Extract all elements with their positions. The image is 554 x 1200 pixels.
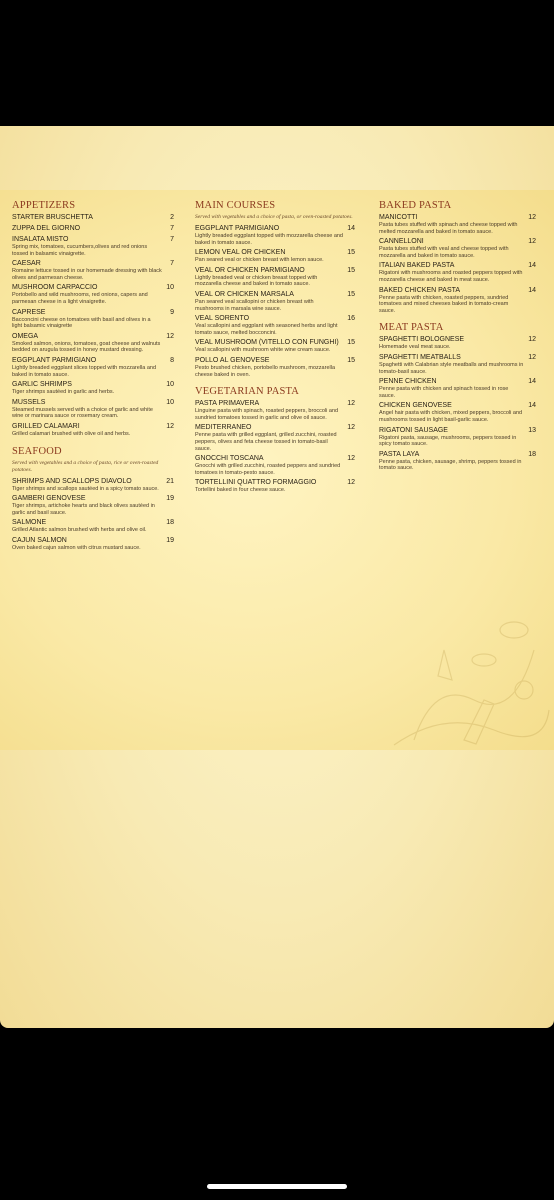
menu-item <box>12 214 174 222</box>
menu-item-name: GRILLED CALAMARI <box>12 422 80 430</box>
menu-item <box>195 357 355 378</box>
menu-item <box>379 451 536 472</box>
menu-item-price: 12 <box>347 479 355 487</box>
menu-item <box>12 357 174 378</box>
menu-item-description: Pesto brushed chicken, portobello mushroom, mozzarella cheese baked in oven. <box>195 364 336 378</box>
menu-item <box>12 236 174 257</box>
menu-item-price: 14 <box>528 378 536 386</box>
section-note: Served with vegetables and a choice of pasta, or oven-roasted potatoes. <box>195 214 353 220</box>
menu-item-price: 10 <box>166 381 174 389</box>
menu-item-price: 12 <box>528 214 536 221</box>
menu-item <box>12 495 174 516</box>
menu-item-name: PASTA LAYA <box>379 450 420 458</box>
menu-item-name: TORTELLINI QUATTRO FORMAGGIO <box>195 479 317 487</box>
menu-item-price: 19 <box>166 495 174 503</box>
menu-item-name: SPAGHETTI MEATBALLS <box>379 353 461 361</box>
menu-item-price: 12 <box>166 422 174 430</box>
menu-item-name: MEDITERRANEO <box>195 424 252 432</box>
menu-item-description: Oven baked cajun salmon with citrus mustard sauce. <box>12 544 141 551</box>
menu-item-name: EGGPLANT PARMIGIANO <box>195 225 280 232</box>
menu-item-name: CHICKEN GENOVESE <box>379 402 452 410</box>
menu-item-description: Pasta tubes stuffed with veal and cheese topped with mozzarella and baked in tomato sauce. <box>379 246 509 259</box>
menu-item-description: Rigatoni with mushrooms and roasted peppers topped with mozzarella cheese and baked in meat sauce. <box>379 270 523 283</box>
menu-item-price: 19 <box>166 536 174 544</box>
menu-item-name: EGGPLANT PARMIGIANO <box>12 356 97 364</box>
menu-item-description: Gnocchi with grilled zucchini, roasted peppers and sundried tomatoes in tomato-pesto sauce. <box>195 463 341 476</box>
menu-item-price: 15 <box>347 339 355 347</box>
menu-item-description: Spring mix, tomatoes, cucumbers,olives and red onions tossed in balsamic vinaigrette. <box>12 244 148 257</box>
menu-item-price: 12 <box>528 238 536 246</box>
menu-item-description: Penne pasta, chicken, sausage, shrimp, peppers tossed in tomato sauce. <box>379 458 522 472</box>
home-indicator[interactable] <box>207 1184 347 1189</box>
menu-item <box>12 260 174 281</box>
menu-item-price: 14 <box>347 225 355 232</box>
menu-item-description: Grilled Atlantic salmon brushed with herbs and olive oil. <box>12 527 147 534</box>
menu-item-price: 16 <box>347 315 355 323</box>
menu-item <box>12 284 174 305</box>
menu-item-description: Veal scallopini with mushroom white wine cream sauce. <box>195 347 331 354</box>
menu-item-name: SPAGHETTI BOLOGNESE <box>379 336 465 344</box>
menu-item-price: 18 <box>166 519 174 527</box>
menu-item-name: PASTA PRIMAVERA <box>195 400 260 408</box>
menu-item-description: Pasta tubes stuffed with spinach and cheese topped with melted mozzarella and baked in tomato sauce. <box>379 222 518 235</box>
menu-item <box>379 354 536 375</box>
section-title: VEGETARIAN PASTA <box>195 386 300 398</box>
menu-item <box>195 400 355 421</box>
section-title: APPETIZERS <box>12 200 76 211</box>
menu-item-description: Spaghetti with Calabrian style meatballs and mushrooms in tomato-basil sauce. <box>379 361 524 375</box>
section-title: SEAFOOD <box>12 445 62 457</box>
menu-item-price: 15 <box>347 290 355 298</box>
menu-item-price: 15 <box>347 356 355 364</box>
menu-item-price: 12 <box>528 336 536 344</box>
menu-item-name: CAJUN SALMON <box>12 536 67 544</box>
menu-item-name: VEAL OR CHICKEN PARMIGIANO <box>195 266 305 274</box>
menu-item-name: OMEGA <box>12 332 39 340</box>
menu-item <box>379 402 536 423</box>
menu-item-name: GARLIC SHRIMPS <box>12 381 72 389</box>
menu-item <box>379 287 536 315</box>
menu-item-price: 10 <box>166 398 174 406</box>
menu-item <box>379 214 536 235</box>
menu-item <box>195 315 355 336</box>
menu-item-name: MUSHROOM CARPACCIO <box>12 284 98 292</box>
menu-item <box>379 238 536 259</box>
menu-item-price: 15 <box>347 266 355 274</box>
menu-item-price: 15 <box>347 249 355 257</box>
menu-item <box>12 423 174 438</box>
menu-item-name: PENNE CHICKEN <box>379 378 437 386</box>
menu-item <box>379 262 536 283</box>
menu-item-price: 8 <box>170 356 174 364</box>
menu-item-description: Romaine lettuce tossed in our homemade dressing with black olives and parmesan cheese. <box>12 268 162 281</box>
menu-item-description: Lightly breaded eggplant slices topped with mozzarella and baked in tomato sauce. <box>12 364 157 378</box>
menu-item <box>12 537 174 552</box>
section-title: MAIN COURSES <box>195 200 276 211</box>
menu-item-description: Bacconcini cheese on tomatoes with basil and olives in a light balsamic vinaigrette <box>12 316 151 330</box>
menu-item-name: ZUPPA DEL GIORNO <box>12 225 81 232</box>
menu-item <box>195 339 355 354</box>
menu-item <box>379 378 536 399</box>
menu-item <box>12 399 174 420</box>
menu-item-name: GNOCCHI TOSCANA <box>195 455 264 463</box>
menu-item-description: Portobello and wild mushrooms, red onions, capers and parmesan cheese in a light vinaigrette. <box>12 292 148 305</box>
menu-item-price: 12 <box>347 424 355 432</box>
menu-item <box>195 479 355 494</box>
menu-item-description: Grilled calamari brushed with olive oil and herbs. <box>12 430 131 437</box>
menu-item-price: 7 <box>170 260 174 268</box>
menu-item <box>379 427 536 448</box>
pasta-illustration <box>374 590 554 750</box>
menu-item <box>195 455 355 476</box>
menu-item-price: 9 <box>170 308 174 316</box>
menu-item-name: RIGATONI SAUSAGE <box>379 426 448 434</box>
menu-item <box>195 291 355 312</box>
menu-item-description: Penne pasta with chicken, roasted peppers, sundried tomatoes and mixed cheeses baked in tomato-cream sauce. <box>379 294 509 314</box>
menu-item-name: VEAL SORENTO <box>195 315 250 323</box>
menu-item-description: Pan seared veal scallopini or chicken breast with mushrooms in marsala wine sauce. <box>195 298 314 312</box>
menu-item-name: SHRIMPS AND SCALLOPS DIAVOLO <box>12 477 132 485</box>
menu-sheet <box>0 190 554 750</box>
menu-column-left <box>12 200 174 554</box>
menu-item-name: VEAL MUSHROOM (VITELLO CON FUNGHI) <box>195 339 339 347</box>
menu-item-price: 14 <box>528 286 536 294</box>
menu-item-description: Tortellini baked in four cheese sauce. <box>195 487 286 494</box>
menu-item-name: SALMONE <box>12 519 47 527</box>
menu-item <box>195 249 355 264</box>
menu-item-price: 7 <box>170 225 174 232</box>
menu-item-name: VEAL OR CHICKEN MARSALA <box>195 290 294 298</box>
menu-item-name: CANNELLONI <box>379 238 424 246</box>
menu-item-name: STARTER BRUSCHETTA <box>12 214 93 221</box>
menu-item <box>12 309 174 330</box>
menu-item-name: BAKED CHICKEN PASTA <box>379 286 461 294</box>
menu-item-description: Rigatoni pasta, sausage, mushrooms, peppers tossed in spicy tomato sauce. <box>379 434 517 448</box>
menu-item-price: 18 <box>528 450 536 458</box>
menu-item-name: MUSSELS <box>12 398 46 406</box>
menu-item <box>12 225 174 233</box>
menu-item-description: Steamed mussels served with a choice of garlic and white wine or marinara sauce or rosemary cream. <box>12 406 153 420</box>
menu-item-description: Lightly breaded veal or chicken breast topped with mozzarella cheese and baked in tomato sauce. <box>195 274 318 288</box>
menu-item <box>12 381 174 396</box>
menu-item-description: Homemade veal meat sauce. <box>379 344 451 351</box>
menu-item <box>379 336 536 351</box>
menu-item <box>195 424 355 452</box>
menu-item-description: Pan seared veal or chicken breast with lemon sauce. <box>195 257 324 264</box>
menu-item-price: 12 <box>347 400 355 408</box>
menu-item-description: Linguine pasta with spinach, roasted peppers, broccoli and sundried tomatoes tossed in garlic and olive oil sauce. <box>195 408 339 421</box>
section-title: MEAT PASTA <box>379 322 444 334</box>
menu-item-description: Veal scallopini and eggplant with seasoned herbs and light tomato sauce, melted bocconcini. <box>195 323 338 336</box>
section-title: BAKED PASTA <box>379 200 452 211</box>
menu-item-price: 10 <box>166 284 174 292</box>
menu-item-name: CAESAR <box>12 260 41 268</box>
menu-item-description: Tiger shrimps and scallops sautéed in a spicy tomato sauce. <box>12 485 159 492</box>
menu-item-name: ITALIAN BAKED PASTA <box>379 262 455 270</box>
menu-column-middle <box>195 200 355 497</box>
menu-item-price: 14 <box>528 262 536 270</box>
menu-item-name: GAMBERI GENOVESE <box>12 495 86 503</box>
menu-item-price: 12 <box>347 455 355 463</box>
menu-item-price: 14 <box>528 402 536 410</box>
section-note: Served with vegetables and a choice of pasta, rice or oven-roasted potatoes. <box>12 459 159 473</box>
menu-item-name: INSALATA MISTO <box>12 236 69 243</box>
menu-item-name: CAPRESE <box>12 308 46 316</box>
menu-item <box>12 519 174 534</box>
menu-item-description: Smoked salmon, onions, tomatoes, goat cheese and walnuts bedded on arugula tossed in honey mustard dressing. <box>12 340 161 354</box>
menu-item-description: Penne pasta with grilled eggplant, grilled zucchini, roasted peppers, olives and feta cheese tossed in tomato-basil sauce. <box>195 432 337 452</box>
menu-item <box>195 267 355 288</box>
menu-item-price: 13 <box>528 426 536 434</box>
menu-item-price: 12 <box>166 332 174 340</box>
menu-column-right <box>379 200 536 475</box>
menu-item-price: 12 <box>528 353 536 361</box>
menu-item-description: Tiger shrimps, artichoke hearts and black olives sautéed in garlic and basil sauce. <box>12 503 155 516</box>
menu-item-description: Angel hair pasta with chicken, mixed peppers, broccoli and mushrooms tossed in light basil-garlic sauce. <box>379 410 523 423</box>
menu-item <box>12 333 174 354</box>
menu-item <box>195 225 355 246</box>
menu-item-description: Lightly breaded eggplant topped with mozzarella cheese and baked in tomato sauce. <box>195 233 343 246</box>
menu-item-description: Tiger shrimps sautéed in garlic and herbs. <box>12 389 115 396</box>
menu-item-price: 2 <box>170 214 174 221</box>
menu-item-name: LEMON VEAL OR CHICKEN <box>195 249 286 257</box>
menu-item-price: 7 <box>170 236 174 243</box>
menu-item-name: MANICOTTI <box>379 214 418 221</box>
menu-item <box>12 478 174 493</box>
menu-item-price: 21 <box>166 477 174 485</box>
menu-item-description: Penne pasta with chicken and spinach tossed in rose sauce. <box>379 386 509 399</box>
menu-item-name: POLLO AL GENOVESE <box>195 356 270 364</box>
